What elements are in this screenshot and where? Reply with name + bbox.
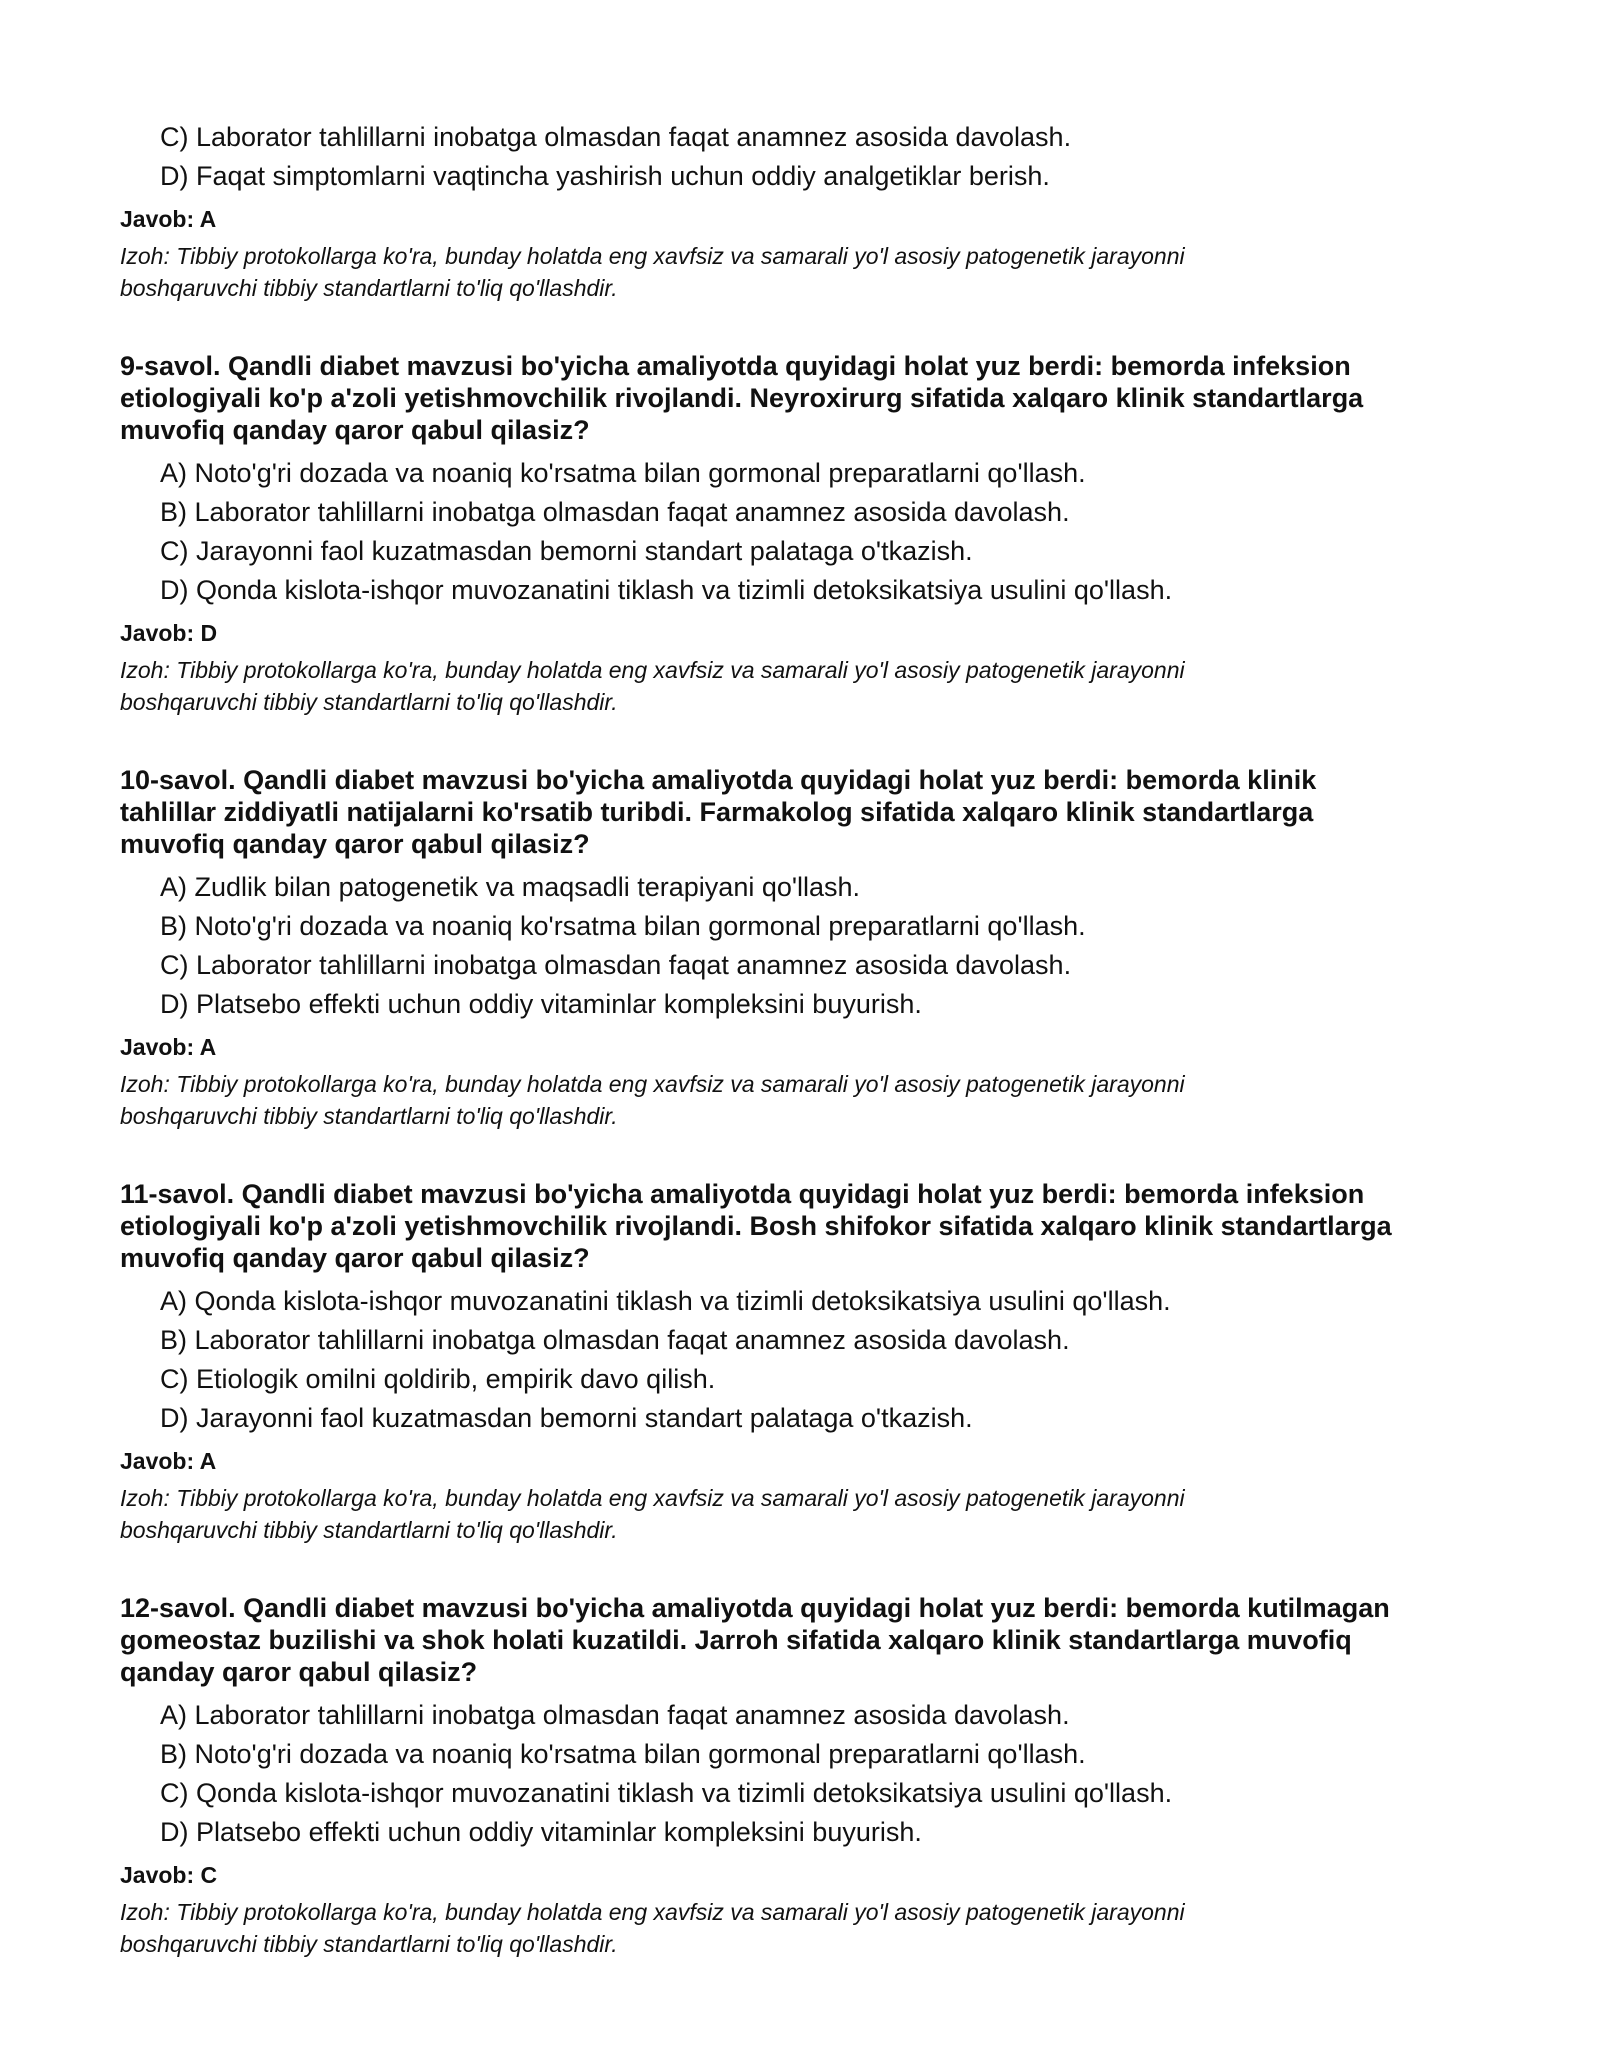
answer-label: Javob: A — [120, 206, 217, 232]
question-8-continuation — [120, 118, 1500, 304]
question-12 — [120, 1592, 1500, 1960]
explanation-line: Izoh: Tibbiy protokollarga ko'ra, bunday holatda eng xavfsiz va samarali yo'l asosiy patogenetik jarayonni — [120, 1485, 1185, 1511]
question-title-line: 12-savol. Qandli diabet mavzusi bo'yicha amaliyotda quyidagi holat yuz berdi: bemorda kutilmagan — [120, 1593, 1390, 1623]
option-list — [120, 868, 1500, 1024]
option-a: A) Qonda kislota-ishqor muvozanatini tiklash va tizimli detoksikatsiya usulini qo'llash. — [160, 1286, 1171, 1316]
option-d: D) Faqat simptomlarni vaqtincha yashirish uchun oddiy analgetiklar berish. — [160, 161, 1050, 191]
document-page — [120, 118, 1500, 1960]
option-list — [120, 1696, 1500, 1852]
question-10 — [120, 764, 1500, 1132]
explanation-line: Izoh: Tibbiy protokollarga ko'ra, bunday holatda eng xavfsiz va samarali yo'l asosiy patogenetik jarayonni — [120, 657, 1185, 683]
explanation-note — [120, 240, 1500, 304]
answer-label: Javob: C — [120, 1862, 218, 1888]
option-c: C) Jarayonni faol kuzatmasdan bemorni standart palataga o'tkazish. — [160, 536, 973, 566]
explanation-line: Izoh: Tibbiy protokollarga ko'ra, bunday holatda eng xavfsiz va samarali yo'l asosiy patogenetik jarayonni — [120, 1071, 1185, 1097]
question-title-line: etiologiyali ko'p a'zoli yetishmovchilik rivojlandi. Neyroxirurg sifatida xalqaro klinik standartlarga — [120, 383, 1364, 413]
question-title-line: tahlillar ziddiyatli natijalarni ko'rsatib turibdi. Farmakolog sifatida xalqaro klinik standartlarga — [120, 797, 1314, 827]
explanation-line: Izoh: Tibbiy protokollarga ko'ra, bunday holatda eng xavfsiz va samarali yo'l asosiy patogenetik jarayonni — [120, 243, 1185, 269]
explanation-line: boshqaruvchi tibbiy standartlarni to'liq qo'llashdir. — [120, 275, 618, 301]
option-list — [120, 454, 1500, 610]
option-b: B) Noto'g'ri dozada va noaniq ko'rsatma bilan gormonal preparatlarni qo'llash. — [160, 1739, 1086, 1769]
option-a: A) Laborator tahlillarni inobatga olmasdan faqat anamnez asosida davolash. — [160, 1700, 1070, 1730]
explanation-line: boshqaruvchi tibbiy standartlarni to'liq qo'llashdir. — [120, 689, 618, 715]
option-c: C) Laborator tahlillarni inobatga olmasdan faqat anamnez asosida davolash. — [160, 950, 1072, 980]
option-c: C) Etiologik omilni qoldirib, empirik davo qilish. — [160, 1364, 716, 1394]
question-title-line: 9-savol. Qandli diabet mavzusi bo'yicha amaliyotda quyidagi holat yuz berdi: bemorda infeksion — [120, 351, 1351, 381]
option-b: B) Laborator tahlillarni inobatga olmasdan faqat anamnez asosida davolash. — [160, 1325, 1070, 1355]
explanation-line: boshqaruvchi tibbiy standartlarni to'liq qo'llashdir. — [120, 1103, 618, 1129]
option-d: D) Qonda kislota-ishqor muvozanatini tiklash va tizimli detoksikatsiya usulini qo'llash. — [160, 575, 1173, 605]
explanation-line: boshqaruvchi tibbiy standartlarni to'liq qo'llashdir. — [120, 1931, 618, 1957]
question-title-line: muvofiq qanday qaror qabul qilasiz? — [120, 829, 590, 859]
question-title-line: 10-savol. Qandli diabet mavzusi bo'yicha amaliyotda quyidagi holat yuz berdi: bemorda klinik — [120, 765, 1317, 795]
question-title — [120, 1592, 1500, 1688]
option-a: A) Zudlik bilan patogenetik va maqsadli terapiyani qo'llash. — [160, 872, 861, 902]
explanation-line: Izoh: Tibbiy protokollarga ko'ra, bunday holatda eng xavfsiz va samarali yo'l asosiy patogenetik jarayonni — [120, 1899, 1185, 1925]
explanation-note — [120, 1896, 1500, 1960]
question-title-line: gomeostaz buzilishi va shok holati kuzatildi. Jarroh sifatida xalqaro klinik standartlarga muvofiq — [120, 1625, 1352, 1655]
answer-label: Javob: D — [120, 620, 218, 646]
question-title-line: 11-savol. Qandli diabet mavzusi bo'yicha amaliyotda quyidagi holat yuz berdi: bemorda infeksion — [120, 1179, 1365, 1209]
question-9 — [120, 350, 1500, 718]
question-title-line: qanday qaror qabul qilasiz? — [120, 1657, 478, 1687]
question-11 — [120, 1178, 1500, 1546]
option-d: D) Jarayonni faol kuzatmasdan bemorni standart palataga o'tkazish. — [160, 1403, 973, 1433]
option-d: D) Platsebo effekti uchun oddiy vitaminlar kompleksini buyurish. — [160, 1817, 922, 1847]
question-title-line: muvofiq qanday qaror qabul qilasiz? — [120, 1243, 590, 1273]
option-list — [120, 1282, 1500, 1438]
option-list — [120, 118, 1500, 196]
option-b: B) Laborator tahlillarni inobatga olmasdan faqat anamnez asosida davolash. — [160, 497, 1070, 527]
option-d: D) Platsebo effekti uchun oddiy vitaminlar kompleksini buyurish. — [160, 989, 922, 1019]
question-title — [120, 350, 1500, 446]
explanation-note — [120, 1482, 1500, 1546]
question-title-line: etiologiyali ko'p a'zoli yetishmovchilik rivojlandi. Bosh shifokor sifatida xalqaro klinik standartlarga — [120, 1211, 1392, 1241]
answer-label: Javob: A — [120, 1034, 217, 1060]
explanation-line: boshqaruvchi tibbiy standartlarni to'liq qo'llashdir. — [120, 1517, 618, 1543]
question-title — [120, 1178, 1500, 1274]
question-title — [120, 764, 1500, 860]
explanation-note — [120, 1068, 1500, 1132]
option-c: C) Laborator tahlillarni inobatga olmasdan faqat anamnez asosida davolash. — [160, 122, 1072, 152]
option-c: C) Qonda kislota-ishqor muvozanatini tiklash va tizimli detoksikatsiya usulini qo'llash. — [160, 1778, 1173, 1808]
explanation-note — [120, 654, 1500, 718]
option-a: A) Noto'g'ri dozada va noaniq ko'rsatma bilan gormonal preparatlarni qo'llash. — [160, 458, 1086, 488]
option-b: B) Noto'g'ri dozada va noaniq ko'rsatma bilan gormonal preparatlarni qo'llash. — [160, 911, 1086, 941]
answer-label: Javob: A — [120, 1448, 217, 1474]
question-title-line: muvofiq qanday qaror qabul qilasiz? — [120, 415, 590, 445]
